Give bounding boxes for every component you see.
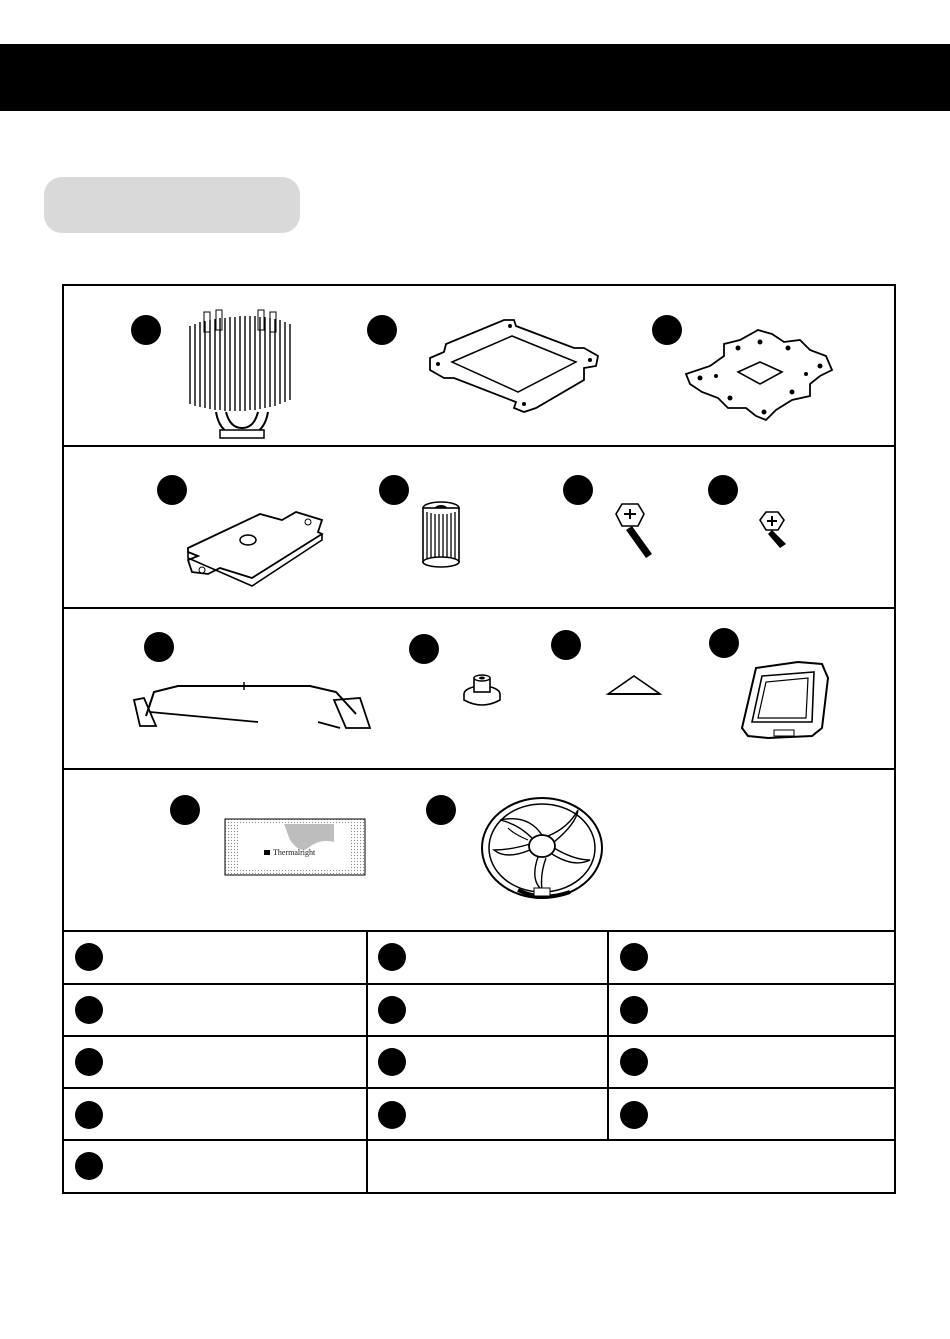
backplate-illustration bbox=[680, 326, 840, 422]
row-divider bbox=[64, 607, 894, 609]
table-marker-3 bbox=[620, 943, 648, 971]
thermal-paste-packet bbox=[224, 818, 366, 876]
part-marker-9 bbox=[409, 634, 439, 664]
row-divider bbox=[64, 983, 894, 985]
long-screw-illustration bbox=[612, 500, 662, 560]
part-marker-3 bbox=[652, 315, 682, 345]
heatsink-tower-illustration bbox=[186, 300, 298, 440]
table-marker-9 bbox=[620, 1048, 648, 1076]
short-screw-illustration bbox=[758, 510, 792, 550]
table-marker-6 bbox=[620, 996, 648, 1024]
rubber-pad-illustration bbox=[604, 672, 664, 698]
parts-frame bbox=[62, 284, 896, 1194]
table-marker-11 bbox=[378, 1101, 406, 1129]
part-marker-6 bbox=[563, 475, 593, 505]
mounting-frame-illustration bbox=[424, 316, 604, 416]
part-marker-13 bbox=[426, 795, 456, 825]
part-marker-11 bbox=[709, 628, 739, 658]
thermal-paste-brand: Thermalright bbox=[273, 848, 316, 857]
part-marker-12 bbox=[170, 795, 200, 825]
row-divider bbox=[64, 930, 894, 932]
part-marker-1 bbox=[131, 315, 161, 345]
part-marker-10 bbox=[551, 630, 581, 660]
row-divider bbox=[64, 1139, 894, 1141]
col-divider bbox=[366, 932, 368, 1192]
row-divider bbox=[64, 1087, 894, 1089]
part-marker-2 bbox=[367, 315, 397, 345]
table-marker-13 bbox=[75, 1152, 103, 1180]
install-tray-illustration bbox=[738, 658, 832, 742]
cooling-fan-illustration bbox=[478, 794, 606, 904]
rubber-grommet-illustration bbox=[460, 672, 504, 706]
row-divider bbox=[64, 445, 894, 447]
header-bar bbox=[0, 44, 950, 111]
part-marker-5 bbox=[379, 475, 409, 505]
col-divider bbox=[607, 932, 609, 1140]
table-marker-12 bbox=[620, 1101, 648, 1129]
table-marker-2 bbox=[378, 943, 406, 971]
row-divider bbox=[64, 1035, 894, 1037]
table-marker-7 bbox=[75, 1048, 103, 1076]
table-marker-5 bbox=[378, 996, 406, 1024]
mounting-bracket-illustration bbox=[180, 498, 330, 594]
fan-clip-wire-illustration bbox=[130, 678, 372, 738]
part-marker-7 bbox=[708, 475, 738, 505]
part-marker-8 bbox=[144, 632, 174, 662]
table-marker-8 bbox=[378, 1048, 406, 1076]
table-marker-1 bbox=[75, 943, 103, 971]
row-divider bbox=[64, 768, 894, 770]
table-marker-10 bbox=[75, 1101, 103, 1129]
standoff-nut-illustration bbox=[418, 500, 464, 570]
section-title-pill bbox=[44, 177, 300, 233]
table-marker-4 bbox=[75, 996, 103, 1024]
